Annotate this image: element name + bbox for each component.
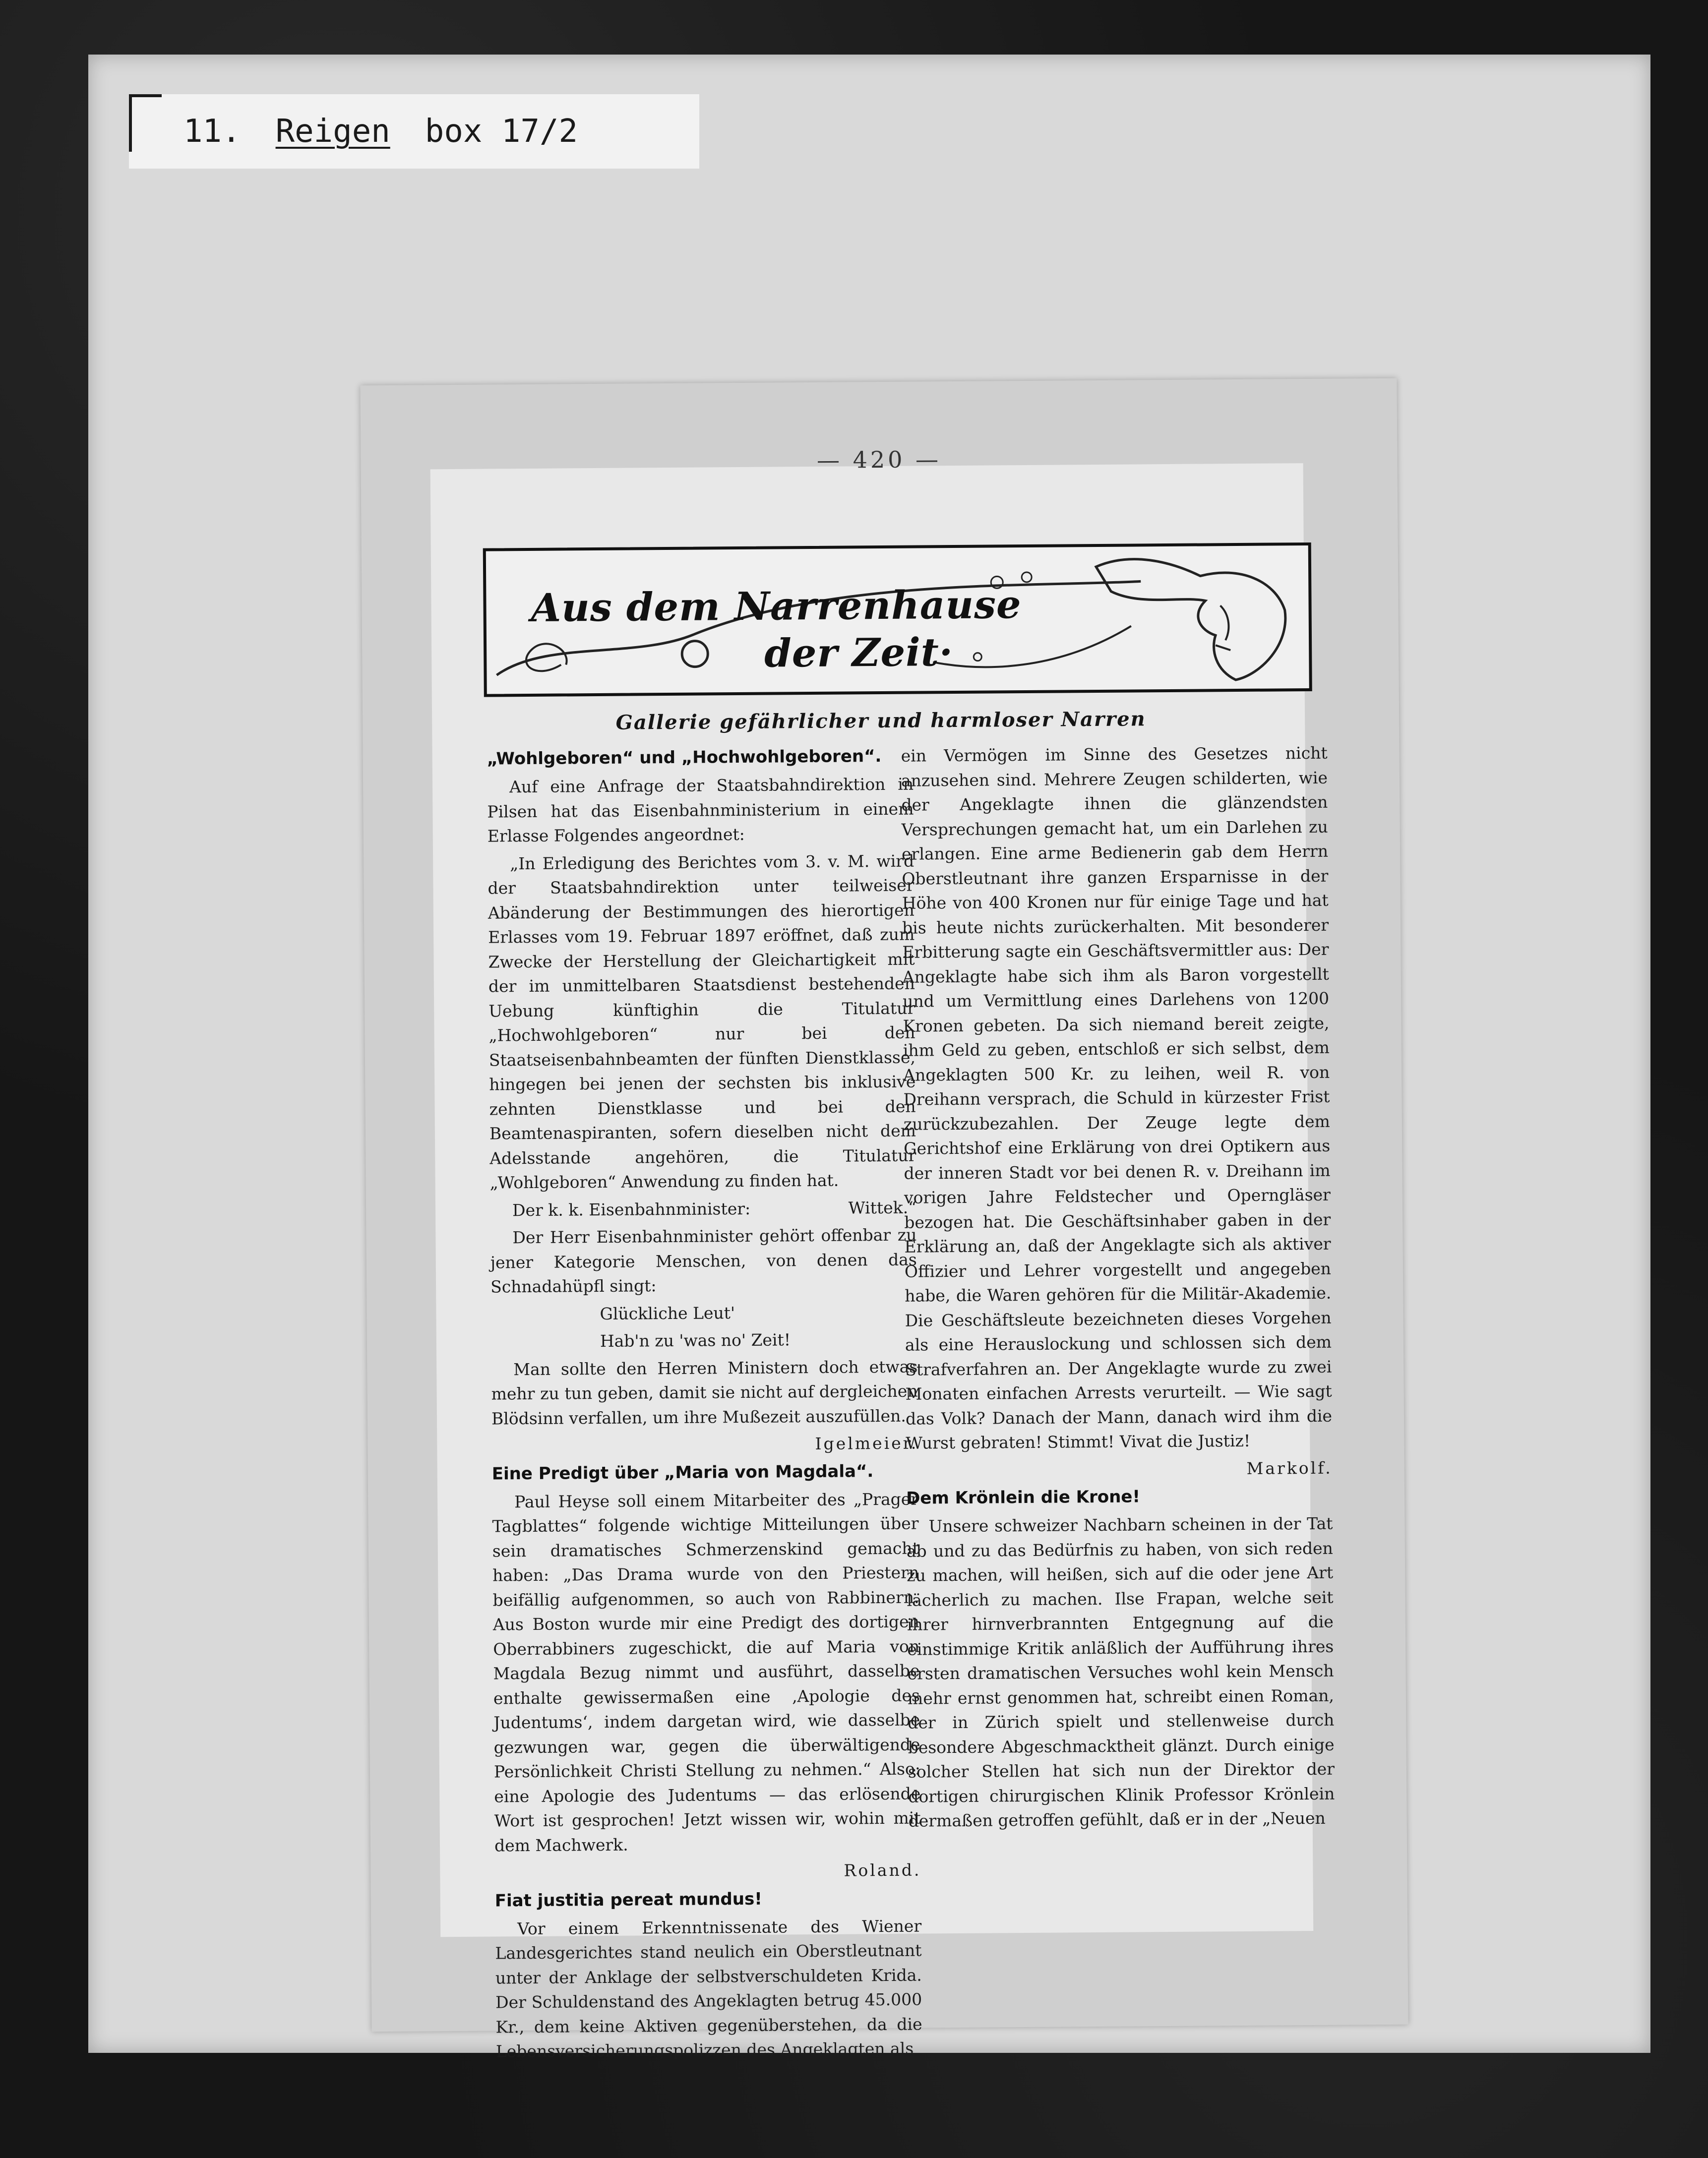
article-signature: Igelmeier. (815, 1433, 918, 1453)
left-column (487, 744, 923, 2067)
article-paragraph: Man sollte den Herren Ministern doch etwas mehr zu tun geben, damit sie nicht auf dergleichen Blödsinn verfallen, um ihre Mußezeit auszufüllen. (491, 1357, 918, 1429)
article-paragraph: ein Vermögen im Sinne des Gesetzes nicht anzusehen sind. Mehrere Zeugen schilderten, wie der Angeklagte ihnen die glänzendsten Versprechungen gemacht hat, um ein Darlehen zu erlangen. Eine arme Bedienerin gab dem Herrn Oberstleutnant ihre ganzen Ersparnisse in der Höhe von 400 Kronen nur für einige Tage und hat bis heute nichts zurückerhalten. Mit besonderer Erbitterung sagte ein Geschäftsvermittler aus: Der Angeklagte habe sich ihm als Baron vorgestellt und um Vermittlung eines Darlehens von 1200 Kronen gebeten. Da sich niemand bereit zeigte, ihm Geld zu geben, entschloß er sich selbst, dem Angeklagten 500 Kr. zu leihen, weil R. von Dreihann versprach, die Schuld in kürzester Frist zurückzubezahlen. Der Zeuge legte dem Gerichtshof eine Erklärung von drei Optikern aus der inneren Stadt vor bei denen R. v. Dreihann im vorigen Jahre Feldstecher und Operngläser bezogen hat. Die Geschäftsinhaber gaben in der Erklärung an, daß der Angeklagte sich als aktiver Offizier und Lehrer vorgestellt und angegeben habe, die Waren gehören für die Militär-Akademie. Die Geschäftsleute bezeichneten dieses Vorgehen als eine Herauslockung und schlossen sich dem Strafverfahren an. Der Angeklagte wurde zu zwei Monaten einfachen Arrests verurteilt. — Wie sagt das Volk? Danach der Mann, danach wird ihm die Wurst gebraten! Stimmt! Vivat die Justiz! (901, 743, 1333, 1453)
page-number: — 420 — (816, 446, 942, 474)
corner-bracket (129, 94, 162, 152)
article-paragraph: Unsere schweizer Nachbarn scheinen in der Tat ab und zu das Bedürfnis zu haben, von sich reden zu machen, will heißen, sich auf die oder jene Art lächerlich zu machen. Ilse Frapan, welche seit ihrer hirnverbrannten Entgegnung auf die einstimmige Kritik anläßlich der Aufführung ihres ersten dramatischen Versuches wohl kein Mensch mehr ernst genommen hat, schreibt einen Roman, der in Zürich spielt und stellenweise durch besondere Abgeschmacktheit glänzt. Durch einige solcher Stellen hat sich nun der Direktor der dortigen chirurgischen Klinik Professor Krönlein dermaßen getroffen gefühlt, daß er in der „Neuen (906, 1513, 1335, 1831)
attribution-name: Wittek.“ (848, 1198, 917, 1218)
article-heading: Dem Krönlein die Krone! (906, 1487, 1141, 1508)
article-heading: „Wohlgeboren“ und „Hochwohlgeboren“. (487, 746, 882, 769)
banner-title-line1: Aus dem Narrenhause (531, 582, 1022, 631)
article-paragraph: Der Herr Eisenbahnminister gehört offenbar zu jener Kategorie Menschen, von denen das Schnadahüpfl singt: (490, 1225, 917, 1297)
verse-line: Hab'n zu 'was no' Zeit! (600, 1330, 791, 1351)
archive-label (129, 94, 699, 169)
mounted-card (360, 378, 1408, 2061)
article-paragraph: Auf eine Anfrage der Staatsbahndirektion in Pilsen hat das Eisenbahnministerium in einem Erlasse Folgendes angeordnet: (487, 774, 914, 846)
article-signature: Roland. (844, 1860, 921, 1880)
label-box: box 17/2 (425, 113, 578, 150)
banner-title-line2: der Zeit· (764, 630, 954, 676)
title-banner (483, 542, 1312, 697)
article-heading: Eine Predigt über „Maria von Magdala“. (491, 1461, 874, 1484)
minister-attribution (490, 1195, 916, 1223)
series-heading: Gallerie gefährlicher und harmloser Narren (615, 707, 1146, 734)
right-column (901, 741, 1335, 1836)
article-paragraph: „In Erledigung des Berichtes vom 3. v. M. wird der Staatsbahndirektion unter teilweiser Abänderung der Bestimmungen des hierortigen Erlasses vom 19. Februar 1897 eröffnet, daß zum Zwecke der Herstellung der Gleichartigkeit mit der im unmittelbaren Staatsdienst bestehenden Uebung künftighin die Titulatur „Hochwohlgeboren“ nur bei den Staatseisenbahnbeamten der fünften Dienstklasse, hingegen bei jenen der sechsten bis inklusive zehnten Dienstklasse und bei den Beamtenaspiranten, sofern dieselben nicht dem Adelsstande angehören, die Titulatur „Wohlgeboren“ Anwendung zu finden hat. (488, 851, 916, 1193)
attribution-label: Der k. k. Eisenbahnminister: (512, 1199, 751, 1220)
label-number: 11. (183, 113, 241, 150)
label-title: Reigen (275, 113, 390, 150)
article-paragraph: Vor einem Erkenntnissenate des Wiener Landesgerichtes stand neulich ein Oberstleutnant unter der Anklage der selbstverschuldeten Krida. Der Schuldenstand des Angeklagten betrug 45.000 Kr., dem keine Aktiven gegenüberstehen, da die Lebensversicherungspolizzen des Angeklagten als (495, 1916, 922, 2061)
article-heading: Fiat justitia pereat mundus! (494, 1889, 762, 1911)
article-paragraph: Paul Heyse soll einem Mitarbeiter des „Prager Tagblattes“ folgende wichtige Mitteilungen über sein dramatisches Schmerzenskind gemacht haben: „Das Drama wurde von den Priestern beifällig aufgenommen, so auch von Rabbinern. Aus Boston wurde mir eine Predigt des dortigen Oberrabbiners zugeschickt, die auf Maria von Magdala Bezug nimmt und ausführt, dasselbe enthalte gewissermaßen eine ‚Apologie des Judentums‘, indem dargetan wird, wie dasselbe gezwungen war, gegen die überwältigende Persönlichkeit Christi Stellung zu nehmen.“ Also: eine Apologie des Judentums — das erlösende Wort ist gesprochen! Jetzt wissen wir, wohin mit dem Machwerk. (492, 1489, 921, 1856)
archive-page (88, 55, 1650, 2061)
article-signature: Markolf. (1246, 1458, 1333, 1478)
verse-line: Glückliche Leut' (600, 1303, 735, 1323)
